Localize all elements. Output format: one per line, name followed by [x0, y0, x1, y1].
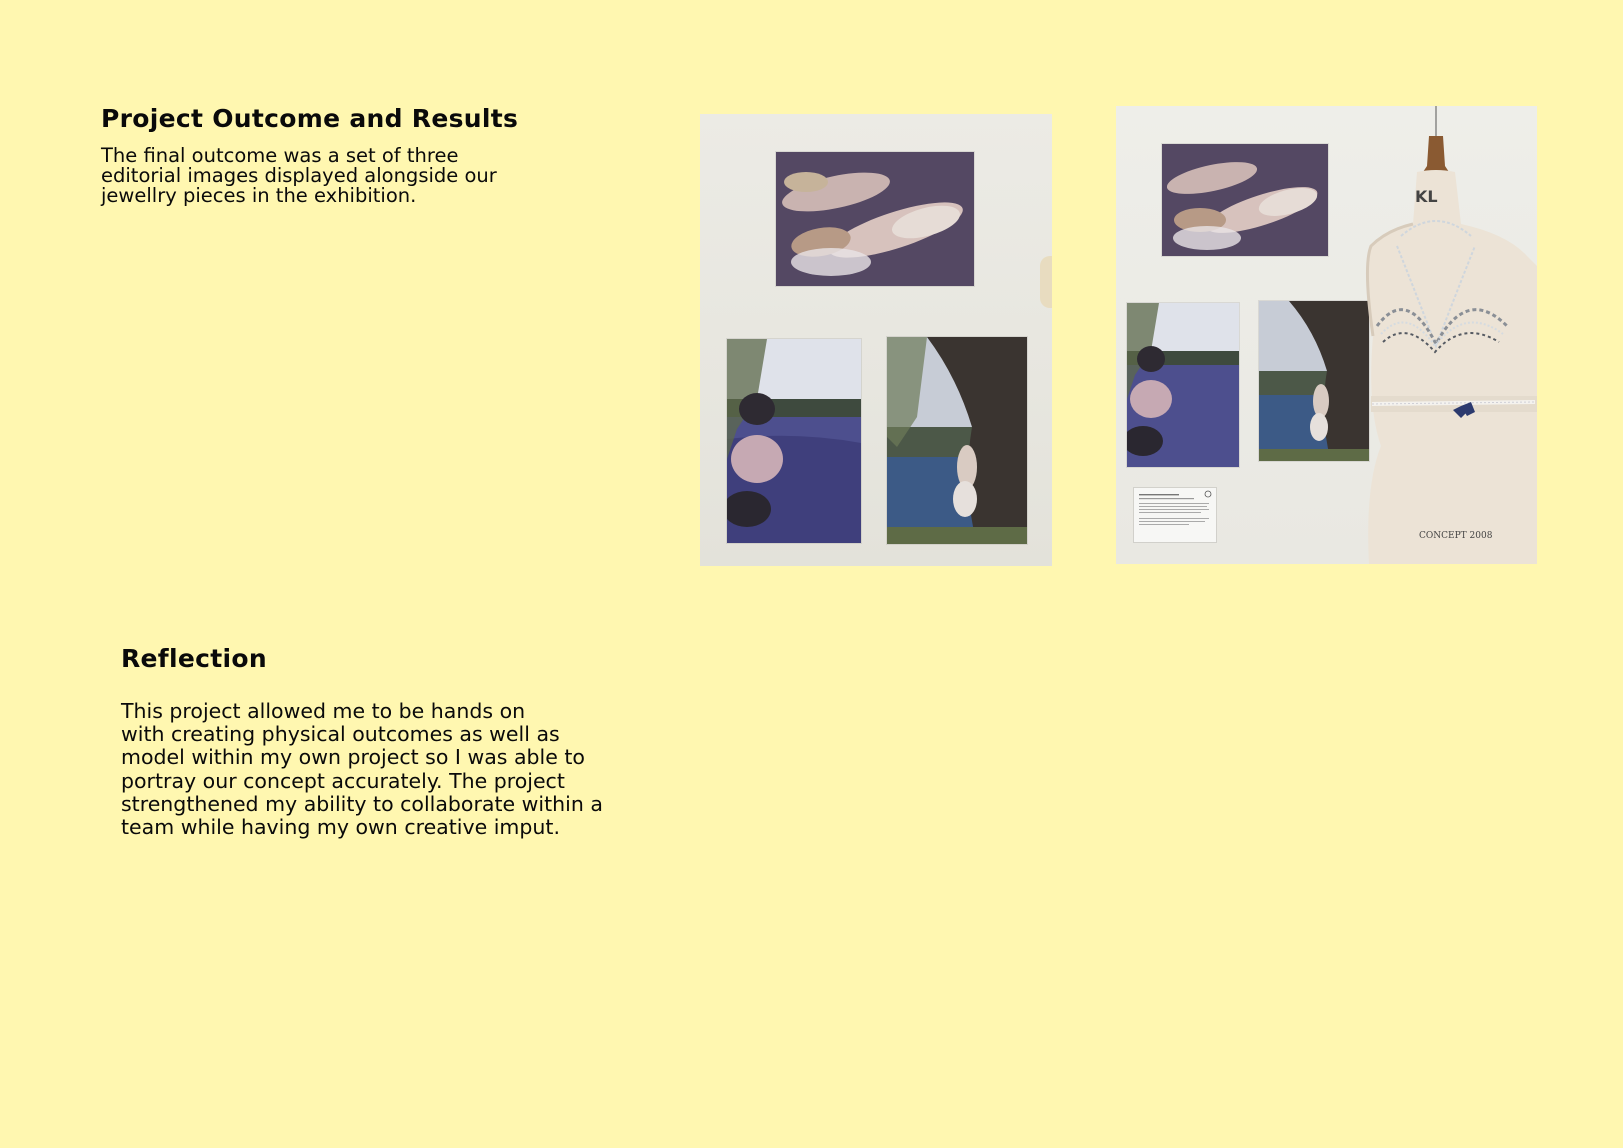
outcome-line: editorial images displayed alongside our — [101, 164, 497, 187]
reflection-line: This project allowed me to be hands on — [121, 699, 526, 723]
info-card — [1134, 488, 1216, 542]
mannequin — [1357, 106, 1537, 564]
outcome-paragraph — [101, 146, 497, 206]
editorial-print-tree — [887, 337, 1027, 544]
mannequin-edge — [1040, 256, 1052, 308]
reflection-paragraph — [121, 700, 603, 839]
exhibition-mannequin-photo — [1116, 106, 1537, 564]
editorial-print-tree — [1259, 301, 1369, 461]
brand-label: CONCEPT 2008 — [1419, 531, 1493, 541]
editorial-print-lying — [776, 152, 974, 286]
editorial-print-water — [727, 339, 861, 543]
reflection-line: strengthened my ability to collaborate within a — [121, 791, 603, 816]
outcome-heading: Project Outcome and Results — [101, 104, 519, 133]
stand-label: KL — [1415, 187, 1438, 206]
reflection-line: with creating physical outcomes as well as — [121, 722, 560, 747]
outcome-line: The final outcome was a set of three — [101, 144, 459, 167]
reflection-heading: Reflection — [121, 644, 267, 673]
outcome-line: jewellry pieces in the exhibition. — [101, 184, 417, 207]
reflection-line: model within my own project so I was able to — [121, 745, 585, 770]
reflection-line: team while having my own creative imput. — [121, 815, 560, 840]
reflection-line: portray our concept accurately. The project — [121, 768, 565, 793]
exhibition-wall-photo — [700, 114, 1052, 566]
editorial-print-water — [1127, 303, 1239, 467]
editorial-print-lying — [1162, 144, 1328, 256]
